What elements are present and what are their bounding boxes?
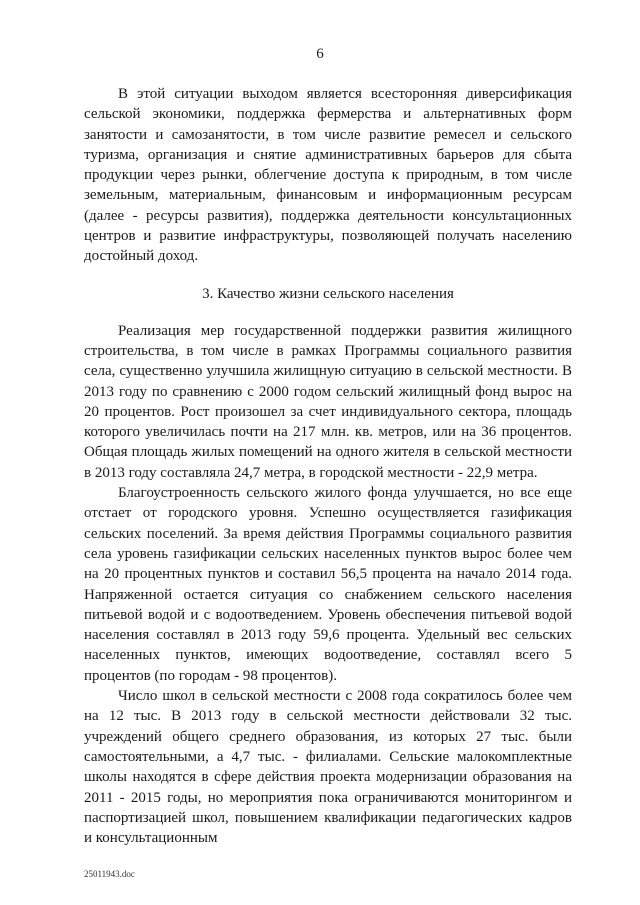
paragraph-intro: В этой ситуации выходом является всесторонняя диверсификация сельской экономики, поддержка фермерства и альтернативных форм занятости и самозанятости, в том числе развитие ремесел и сельского туризма, организация и снятие административных барьеров для сбыта продукции через рынки, облегчение доступа к природным, в том числе земельным, материальным, финансовым и информационным ресурсам (далее - ресурсы развития), поддержка деятельности консультационных центров и развитие инфраструктуры, позволяющей получать населению достойный доход. — [84, 86, 572, 265]
paragraph-housing: Реализация мер государственной поддержки развития жилищного строительства, в том числе в рамках Программы социального развития села, существенно улучшила жилищную ситуацию в сельской местности. В 2013 году по сравнению с 2000 годом сельский жилищный фонд вырос на 20 процентов. Рост произошел за счет индивидуального сектора, площадь которого увеличилась почти на 217 млн. кв. метров, или на 36 процентов. Общая площадь жилых помещений на одного жителя в сельской местности в 2013 году составляла 24,7 метра, в городской местности - 22,9 метра. — [84, 322, 572, 481]
paragraph-schools: Число школ в сельской местности с 2008 года сократилось более чем на 12 тыс. В 2013 году в сельской местности действовали 32 тыс. учреждений общего среднего образования, из которых 27 тыс. были самостоятельными, а 4,7 тыс. - филиалами. Сельские малокомплектные школы находятся в сфере действия проекта модернизации образования на 2011 - 2015 годы, но мероприятия пока ограничиваются мониторингом и паспортизацией школ, повышением квалификации педагогических кадров и консультационным — [84, 688, 572, 847]
paragraph-utilities: Благоустроенность сельского жилого фонда улучшается, но все еще отстает от городского уровня. Успешно осуществляется газификация сельских поселений. За время действия Программы социального развития села уровень газификации сельских населенных пунктов вырос более чем на 20 процентных пунктов и составил 56,5 процента на начало 2014 года. Напряженной остается ситуация со снабжением сельского населения питьевой водой и с водоотведением. Уровень обеспечения питьевой водой населения составлял в 2013 году 59,6 процента. Удельный вес сельских населенных пунктов, имеющих водоотведение, составлял всего 5 процентов (по городам - 98 процентов). — [84, 485, 572, 684]
section-heading: 3. Качество жизни сельского населения — [202, 285, 454, 302]
page-number: 6 — [316, 46, 324, 62]
footer-filename: 25011943.doc — [84, 869, 135, 879]
document-body — [84, 84, 572, 848]
